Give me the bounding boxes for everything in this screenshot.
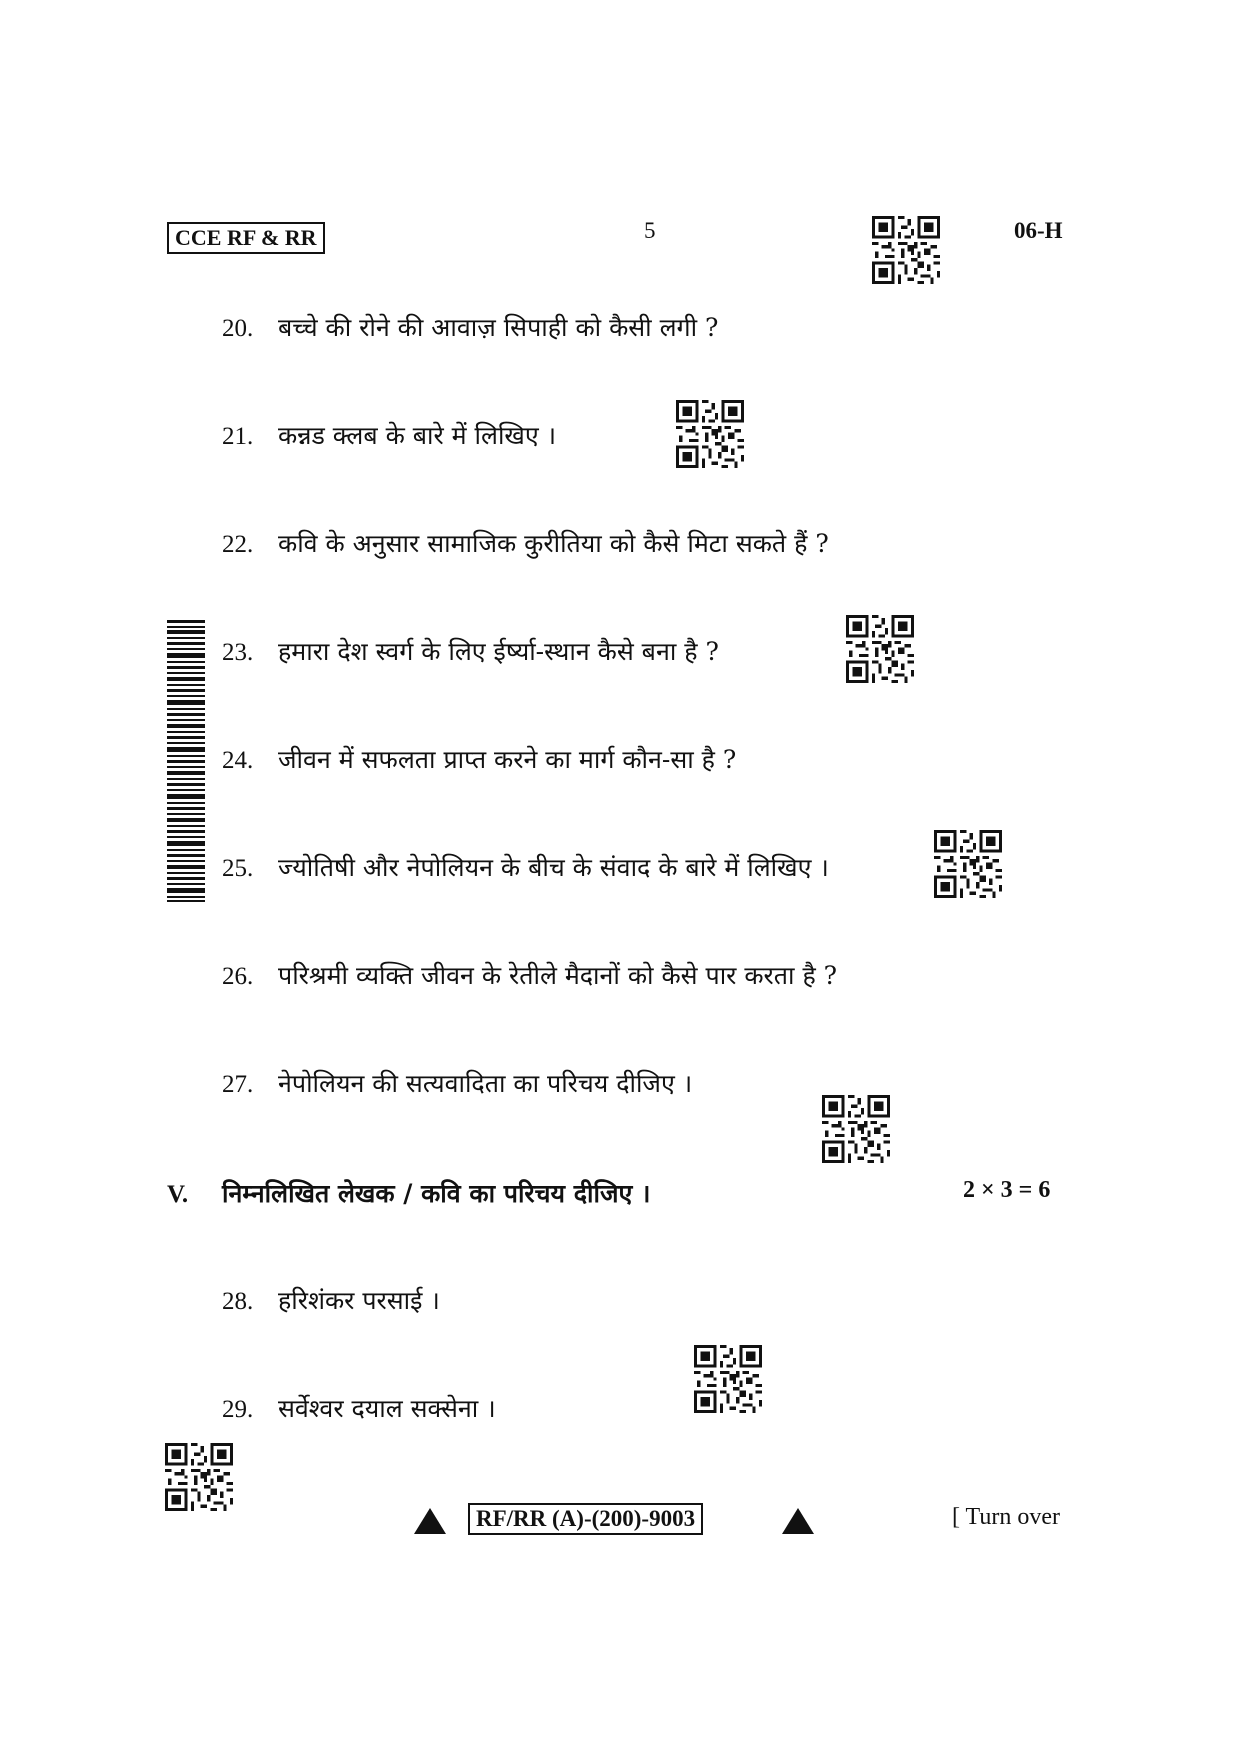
question-text: जीवन में सफलता प्राप्त करने का मार्ग कौन-सा है ?: [278, 745, 737, 774]
question-26: [222, 960, 837, 993]
question-text: सर्वेश्वर दयाल सक्सेना ।: [278, 1394, 496, 1423]
question-number: 27.: [222, 1071, 254, 1098]
question-number: 28.: [222, 1288, 254, 1315]
question-text: बच्चे की रोने की आवाज़ सिपाही को कैसी लगी ?: [278, 313, 719, 342]
section-marks: 2 × 3 = 6: [963, 1177, 1051, 1203]
question-23: [222, 636, 719, 669]
question-number: 26.: [222, 963, 254, 990]
question-24: [222, 744, 736, 777]
triangle-marker-icon: [414, 1508, 446, 1534]
paper-code: 06-H: [1014, 218, 1063, 243]
footer-code: RF/RR (A)-(200)-9003: [468, 1503, 703, 1535]
question-number: 23.: [222, 639, 254, 666]
question-text: हरिशंकर परसाई ।: [278, 1286, 440, 1315]
qr-code-icon: [846, 615, 914, 683]
section-number: V.: [167, 1181, 189, 1208]
question-21: [222, 420, 556, 453]
question-text: ज्योतिषी और नेपोलियन के बीच के संवाद के बारे में लिखिए ।: [278, 853, 829, 882]
question-number: 25.: [222, 855, 254, 882]
question-28: [222, 1285, 440, 1318]
question-29: [222, 1393, 496, 1426]
turn-over-label: [ Turn over: [952, 1504, 1061, 1530]
qr-code-icon: [822, 1095, 890, 1163]
qr-code-icon: [165, 1443, 233, 1511]
question-text: हमारा देश स्वर्ग के लिए ईर्ष्या-स्थान कैसे बना है ?: [278, 637, 719, 666]
question-number: 22.: [222, 531, 254, 558]
question-number: 21.: [222, 423, 254, 450]
section-instruction: निम्नलिखित लेखक / कवि का परिचय दीजिए ।: [222, 1179, 651, 1208]
scheme-label: CCE RF & RR: [167, 222, 325, 254]
question-20: [222, 312, 718, 345]
barcode-icon: [167, 620, 205, 902]
qr-code-icon: [872, 216, 940, 284]
page-number: 5: [644, 218, 656, 243]
question-number: 29.: [222, 1396, 254, 1423]
section-heading: [167, 1176, 651, 1210]
question-text: कन्नड क्लब के बारे में लिखिए ।: [278, 421, 557, 450]
question-number: 20.: [222, 315, 254, 342]
question-text: नेपोलियन की सत्यवादिता का परिचय दीजिए ।: [278, 1069, 693, 1098]
question-text: कवि के अनुसार सामाजिक कुरीतिया को कैसे मिटा सकते हैं ?: [278, 529, 829, 558]
qr-code-icon: [934, 830, 1002, 898]
question-25: [222, 852, 829, 885]
question-number: 24.: [222, 747, 254, 774]
question-text: परिश्रमी व्यक्ति जीवन के रेतीले मैदानों को कैसे पार करता है ?: [278, 961, 838, 990]
qr-code-icon: [694, 1345, 762, 1413]
triangle-marker-icon: [782, 1508, 814, 1534]
qr-code-icon: [676, 400, 744, 468]
question-22: [222, 528, 829, 561]
question-27: [222, 1068, 692, 1101]
